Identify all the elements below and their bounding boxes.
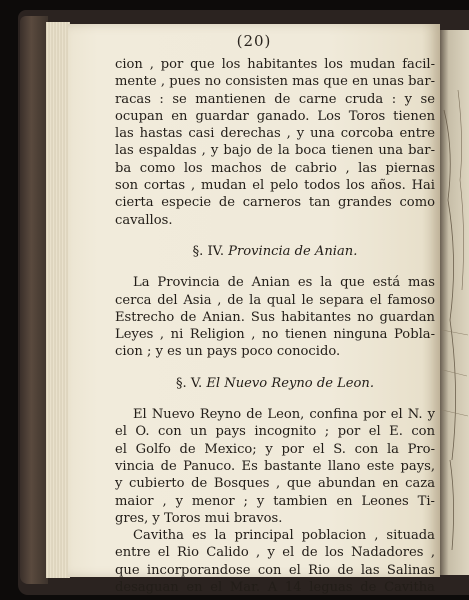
book-spine-edge <box>20 16 48 584</box>
text-line: cion ; y es un pays poco conocido. <box>115 344 341 360</box>
section-number: §. IV. <box>192 243 224 259</box>
page-number: (20) <box>236 32 272 50</box>
text-line: desaguan en el Mar. A 14 leguas de Cavitha <box>115 580 435 596</box>
text-line: ba como los machos de cabrio , las piernas <box>115 160 435 176</box>
text-line: mente , pues no consisten mas que en unas bar- <box>115 74 435 90</box>
page-text <box>115 56 435 596</box>
text-line: Leyes , ni Religion , no tienen ninguna Pobla- <box>115 327 435 343</box>
paragraph-3 <box>115 406 435 527</box>
text-line: las espaldas , y bajo de la boca tienen una bar- <box>115 143 435 159</box>
text-line: y cubierto de Bosques , que abundan en caza <box>115 476 435 492</box>
map-fragment <box>440 30 469 575</box>
text-line: el Golfo de Mexico; y por el S. con la Pro- <box>115 441 435 457</box>
text-line: las hastas casi derechas , y una corcoba entre <box>115 126 435 142</box>
section-title: Provincia de Anian. <box>228 243 358 259</box>
text-line: son cortas , mudan el pelo todos los años. Hai <box>115 178 435 194</box>
section-heading-v <box>115 375 435 392</box>
text-line: racas : se mantienen de carne cruda : y se <box>115 91 435 107</box>
text-line: que incorporandose con el Rio de las Salinas <box>115 562 435 578</box>
book-page <box>68 24 440 596</box>
paragraph-4 <box>115 527 435 596</box>
text-line: La Provincia de Anian es la que está mas <box>133 275 435 291</box>
paragraph-2 <box>115 274 435 360</box>
page-stack <box>46 22 70 578</box>
text-line: gres, y Toros mui bravos. <box>115 510 283 526</box>
section-number: §. V. <box>175 375 203 391</box>
text-line: ocupan en guardar ganado. Los Toros tienen <box>115 108 435 124</box>
text-line: maior , y menor ; y tambien en Leones Ti- <box>115 493 435 509</box>
text-line: vincia de Panuco. Es bastante llano este pays, <box>115 458 435 474</box>
text-line: el O. con un pays incognito ; por el E. con <box>115 424 435 440</box>
facing-map-page <box>440 30 469 575</box>
text-line: El Nuevo Reyno de Leon, confina por el N. y <box>133 407 435 423</box>
text-line: cerca del Asia , de la qual le separa el famoso <box>115 292 435 308</box>
text-line: cavallos. <box>115 212 173 228</box>
text-line: Cavitha es la principal poblacion , situada <box>133 528 435 544</box>
text-line: Estrecho de Anian. Sus habitantes no guardan <box>115 309 435 325</box>
paragraph-1 <box>115 56 435 229</box>
section-title: El Nuevo Reyno de Leon. <box>206 375 375 391</box>
section-heading-iv <box>115 243 435 260</box>
text-line: cion , por que los habitantes los mudan facil- <box>115 57 435 72</box>
text-line: entre el Rio Calido , y el de los Nadadores , <box>115 545 435 561</box>
text-line: cierta especie de carneros tan grandes como <box>115 195 435 211</box>
